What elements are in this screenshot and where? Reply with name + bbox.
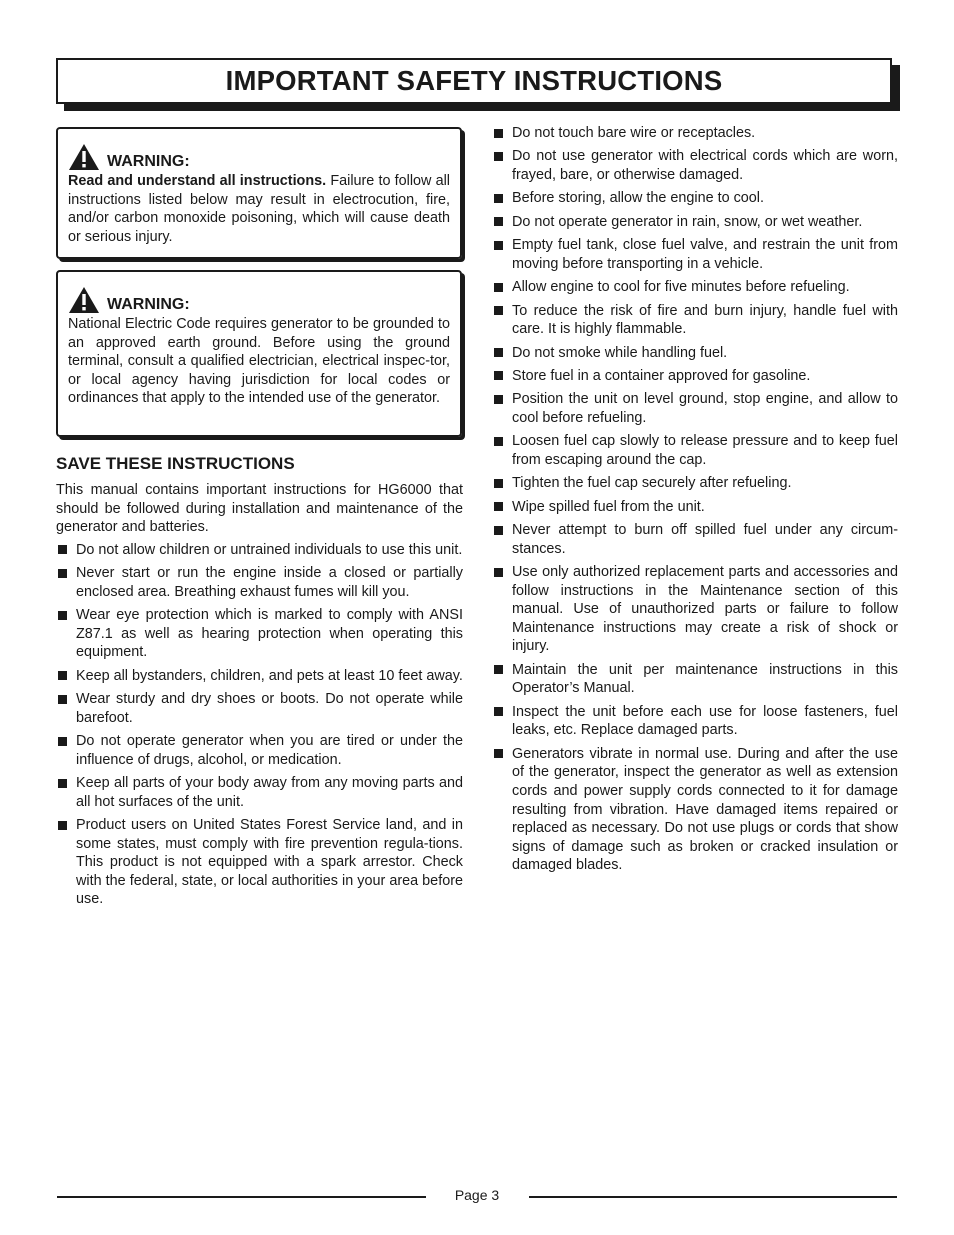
warning-heading: WARNING: <box>107 153 190 170</box>
right-column <box>492 124 898 880</box>
bullet-item: Maintain the unit per maintenance instructions in this Operator’s Manual. <box>492 661 898 698</box>
bullet-item: Do not operate generator in rain, snow, or wet weather. <box>492 213 898 232</box>
bullet-item: Empty fuel tank, close fuel valve, and restrain the unit from moving before transporting in a vehicle. <box>492 236 898 273</box>
warning-text: National Electric Code requires generator to be grounded to an approved earth ground. Before using the ground terminal, consult a qualified electrician, electrical inspec-tor, or local agency having jurisdiction for local codes or ordinances that apply to the intended use of the generator. <box>68 316 450 407</box>
bullet-item: Wear eye protection which is marked to comply with ANSI Z87.1 as well as hearing protection when operating this equipment. <box>56 606 463 662</box>
bullet-item: Tighten the fuel cap securely after refueling. <box>492 474 898 493</box>
bullet-item: Generators vibrate in normal use. During and after the use of the generator, inspect the generator as well as extension cords and power supply cords connected to it for damage resulting from vibration. Have damaged items repaired or replaced as necessary. Do not use plugs or cords that show signs of damage such as broken or cracked insulation or damaged blades. <box>492 745 898 875</box>
warning-triangle-icon <box>68 286 100 314</box>
bullet-item: Allow engine to cool for five minutes before refueling. <box>492 278 898 297</box>
bullet-item: Keep all bystanders, children, and pets at least 10 feet away. <box>56 667 463 686</box>
warning-triangle-icon <box>68 143 100 171</box>
title-banner <box>56 58 892 104</box>
bullet-item: To reduce the risk of fire and burn injury, handle fuel with care. It is highly flammable. <box>492 302 898 339</box>
warning-box-instructions <box>56 127 462 259</box>
footer-rule-right <box>529 1196 897 1198</box>
bullet-item: Never start or run the engine inside a closed or partially enclosed area. Breathing exhaust fumes will kill you. <box>56 564 463 601</box>
warning-body: Failure to follow all instructions listed below may result in electrocution, fire, and/or carbon monoxide poisoning, which will cause death or serious injury. <box>68 173 450 245</box>
bullet-item: Use only authorized replacement parts and accessories and follow instructions in the Maintenance section of this manual. Use of unauthorized parts or failure to follow Maintenance instructions may create a risk of shock or injury. <box>492 563 898 656</box>
bullet-item: Do not use generator with electrical cords which are worn, frayed, bare, or otherwise damaged. <box>492 147 898 184</box>
bullet-item: Position the unit on level ground, stop engine, and allow to cool before refueling. <box>492 390 898 427</box>
bullet-item: Product users on United States Forest Service land, and in some states, must comply with fire prevention regula-tions. This product is not equipped with a spark arrestor. Check with the federal, state, or local authorities in your area before use. <box>56 816 463 909</box>
bullet-item: Keep all parts of your body away from any moving parts and all hot surfaces of the unit. <box>56 774 463 811</box>
warning-lead: Read and understand all instructions. <box>68 173 327 189</box>
bullet-item: Store fuel in a container approved for gasoline. <box>492 367 898 386</box>
bullet-item: Inspect the unit before each use for loose fasteners, fuel leaks, etc. Replace damaged parts. <box>492 703 898 740</box>
bullet-item: Wipe spilled fuel from the unit. <box>492 498 898 517</box>
page-number: Page 3 <box>454 1187 500 1203</box>
warning-text <box>68 172 450 246</box>
warning-header <box>68 143 450 171</box>
bullet-item: Do not operate generator when you are tired or under the influence of drugs, alcohol, or medication. <box>56 732 463 769</box>
bullet-item: Before storing, allow the engine to cool. <box>492 189 898 208</box>
bullet-item: Wear sturdy and dry shoes or boots. Do not operate while barefoot. <box>56 690 463 727</box>
right-bullet-list <box>492 124 898 875</box>
warning-heading: WARNING: <box>107 296 190 313</box>
warning-header <box>68 286 450 314</box>
bullet-item: Never attempt to burn off spilled fuel under any circum-stances. <box>492 521 898 558</box>
bullet-item: Loosen fuel cap slowly to release pressure and to keep fuel from escaping around the cap. <box>492 432 898 469</box>
bullet-item: Do not smoke while handling fuel. <box>492 344 898 363</box>
intro-paragraph: This manual contains important instructions for HG6000 that should be followed during installation and maintenance of the generator and batteries. <box>56 482 463 536</box>
bullet-item: Do not allow children or untrained individuals to use this unit. <box>56 541 463 560</box>
left-bullet-list <box>56 541 463 909</box>
footer-rule-left <box>57 1196 426 1198</box>
left-column <box>56 454 463 914</box>
section-title: SAVE THESE INSTRUCTIONS <box>56 454 295 473</box>
page-title: IMPORTANT SAFETY INSTRUCTIONS <box>225 65 723 96</box>
warning-box-grounding <box>56 270 462 437</box>
bullet-item: Do not touch bare wire or receptacles. <box>492 124 898 143</box>
